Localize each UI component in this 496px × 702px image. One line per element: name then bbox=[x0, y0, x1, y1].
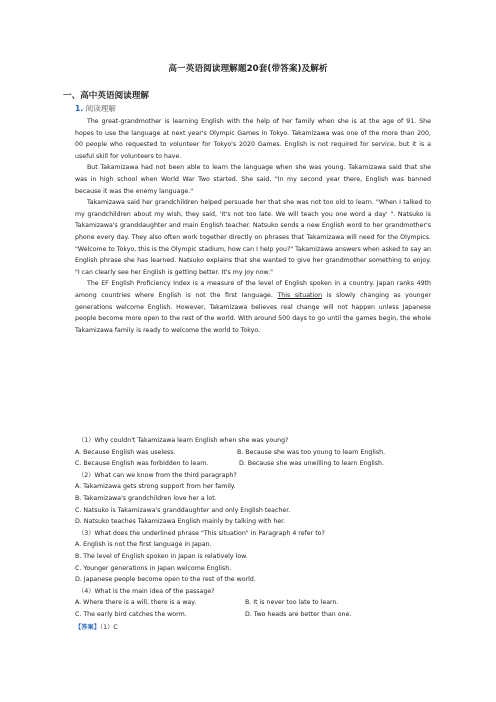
question-3-option-c: C. Younger generations in Japan welcome English. bbox=[75, 564, 232, 572]
passage-paragraph-2: But Takamizawa had not been able to learn the language when she was young. Takamizawa said that she was in high school when World War Two started. She said, "In my second year there, English was banned because it was the enemy language." bbox=[75, 164, 431, 195]
question-1-options-row-2 bbox=[75, 458, 431, 470]
question-4-option-a: A. Where there is a will, there is a way. bbox=[75, 599, 197, 607]
question-1-option-b: B. Because she was too young to learn English. bbox=[237, 448, 386, 456]
answer-label: 【答案】 bbox=[75, 623, 100, 631]
question-1-option-a: A. Because English was useless. bbox=[75, 448, 176, 456]
question-2-stem: （2）What can we know from the third paragraph? bbox=[78, 471, 237, 479]
item-label bbox=[75, 103, 116, 114]
section-heading: 一、高中英语阅读理解 bbox=[63, 91, 149, 101]
question-1-option-d: D. Because she was unwilling to learn English. bbox=[239, 460, 384, 468]
question-4-option-d: D. Two heads are better than one. bbox=[245, 610, 352, 618]
question-4-options-row-2 bbox=[75, 609, 431, 621]
question-1-options-row-1 bbox=[75, 447, 431, 459]
question-list bbox=[75, 435, 431, 633]
question-4-option-b: B. It is never too late to learn. bbox=[245, 599, 339, 607]
question-3-stem: （3）What does the underlined phrase "This situation" in Paragraph 4 refer to? bbox=[78, 529, 325, 537]
passage-paragraph-3: Takamizawa said her grandchildren helped persuade her that she was not too old to learn. "When I talked to my grandchildren about my wish, they said, 'It's not too late. We will teach you one word a day' ". Natsuko is Takamizawa's granddaughter and main English teacher. Natsuko sends a new English word to her grandmother's phone every day. They also often work together directly on phrases that Takamizawa will need for the Olympics. "Welcome to Tokyo, this is the Olympic stadium, how can I help you?" Takamizawa answers when asked to say an English phrase she has learned. Natsuko explains that she wanted to give her grandmother something to enjoy. "I can clearly see her English is getting better. It's my joy now." bbox=[75, 199, 431, 276]
question-3-option-b: B. The level of English spoken in Japan is relatively low. bbox=[75, 552, 248, 560]
passage-paragraph-1: The great-grandmother is learning English with the help of her family when she is at the age of 91. She hopes to use the language at next year's Olympic Games in Tokyo. Takamizawa was one of the more than 200, 00 people who requested to volunteer for Tokyo's 2020 Games. English is not required for service, but it is a useful skill for volunteers to have. bbox=[75, 118, 431, 160]
paragraph-4-part-2: is slowly changing as younger generations welcome English. However, Takamizawa believes real change will not happen unless Japanese people become more open to the rest of the world. With around 500 days to go until the games begin, the whole Takamizawa family is ready to welcome the world to Tokyo. bbox=[75, 291, 432, 334]
answer-line bbox=[75, 622, 431, 634]
question-4-option-c: C. The early bird catches the worm. bbox=[75, 610, 187, 618]
document-title: 高一英语阅读理解题20套(带答案)及解析 bbox=[168, 64, 328, 74]
question-2-option-d: D. Natsuko teaches Takamizawa English mainly by talking with her. bbox=[75, 518, 286, 526]
question-4-stem: （4）What is the main idea of the passage? bbox=[78, 587, 215, 595]
reading-passage bbox=[75, 116, 431, 336]
passage-paragraph-4 bbox=[75, 278, 431, 336]
answer-text: （1）C bbox=[100, 623, 118, 631]
item-type: 阅读理解 bbox=[85, 104, 116, 113]
question-1-stem: （1）Why couldn't Takamizawa learn English when she was young? bbox=[78, 437, 289, 444]
question-2-option-c: C. Natsuko is Takamizawa's granddaughter and only English teacher. bbox=[75, 506, 291, 514]
question-2-option-a: A. Takamizawa gets strong support from her family. bbox=[75, 483, 236, 491]
question-1-option-c: C. Because English was forbidden to learn. bbox=[75, 460, 209, 468]
question-3-option-d: D. Japanese people become open to the rest of the world. bbox=[75, 576, 256, 584]
underlined-phrase: This situation bbox=[277, 291, 323, 299]
item-number: 1. bbox=[75, 104, 84, 113]
question-3-option-a: A. English is not the first language in Japan. bbox=[75, 541, 212, 549]
paragraph-4-part-1: The EF English Proficiency Index is a measure of the level of English spoken in a country. Japan ranks 49th among countries where English is not the first language. bbox=[75, 280, 431, 299]
question-2-option-b: B. Takamizawa's grandchildren love her a lot. bbox=[75, 494, 217, 502]
question-4-options-row-1 bbox=[75, 597, 431, 609]
